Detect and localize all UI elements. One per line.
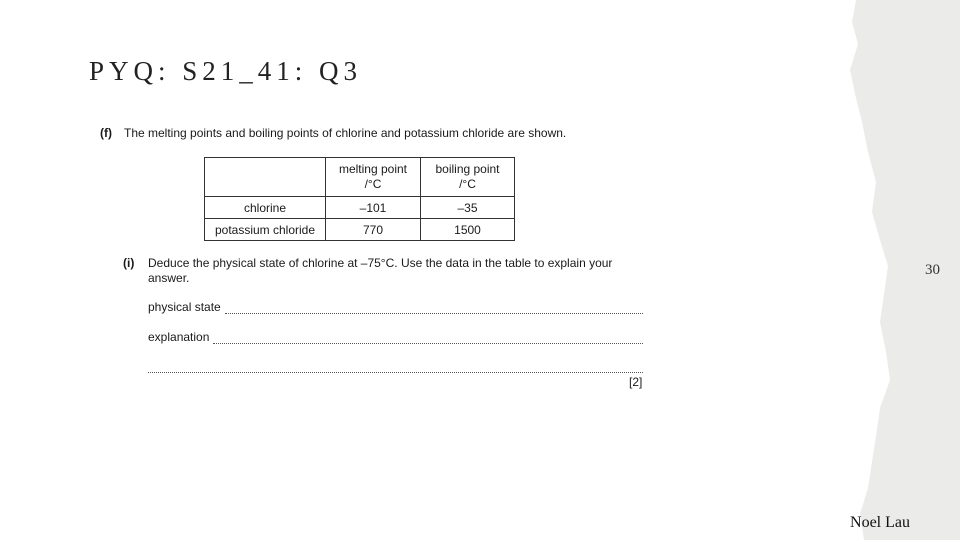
data-table xyxy=(204,157,515,241)
slide-number: 30 xyxy=(925,262,940,278)
physical-state-label: physical state xyxy=(148,300,221,314)
table-row xyxy=(205,219,515,241)
extra-dotted-line xyxy=(148,363,643,373)
part-f-label: (f) xyxy=(100,126,112,140)
header-boiling-point-unit: /°C xyxy=(459,177,476,191)
part-f-text: The melting points and boiling points of chlorine and potassium chloride are shown. xyxy=(124,126,567,140)
row-mp-cell: 770 xyxy=(326,219,421,241)
row-name-cell: potassium chloride xyxy=(205,219,326,241)
table-header-row xyxy=(205,158,515,197)
physical-state-dotted-line xyxy=(225,304,643,314)
explanation-label: explanation xyxy=(148,330,210,344)
author-name: Noel Lau xyxy=(850,514,910,531)
part-i-label: (i) xyxy=(123,256,135,270)
row-mp-cell: –101 xyxy=(326,197,421,219)
marks-label: [2] xyxy=(629,375,643,389)
explanation-dotted-line xyxy=(213,334,643,344)
row-bp-cell: –35 xyxy=(421,197,515,219)
row-bp-cell: 1500 xyxy=(421,219,515,241)
header-empty-cell xyxy=(205,158,326,197)
part-i-text-line2: answer. xyxy=(148,271,190,285)
header-boiling-point xyxy=(421,158,515,197)
part-i-text-line1: Deduce the physical state of chlorine at –75°C. Use the data in the table to explain your xyxy=(148,256,613,270)
header-boiling-point-label: boiling point xyxy=(435,162,500,176)
physical-state-answer-line xyxy=(148,300,643,314)
torn-paper-edge xyxy=(850,0,960,540)
slide-title: PYQ: S21_41: Q3 xyxy=(89,56,363,86)
table-row xyxy=(205,197,515,219)
header-melting-point xyxy=(326,158,421,197)
header-melting-point-label: melting point xyxy=(338,162,408,176)
header-melting-point-unit: /°C xyxy=(364,177,382,191)
row-name-cell: chlorine xyxy=(205,197,326,219)
explanation-answer-line xyxy=(148,330,643,344)
